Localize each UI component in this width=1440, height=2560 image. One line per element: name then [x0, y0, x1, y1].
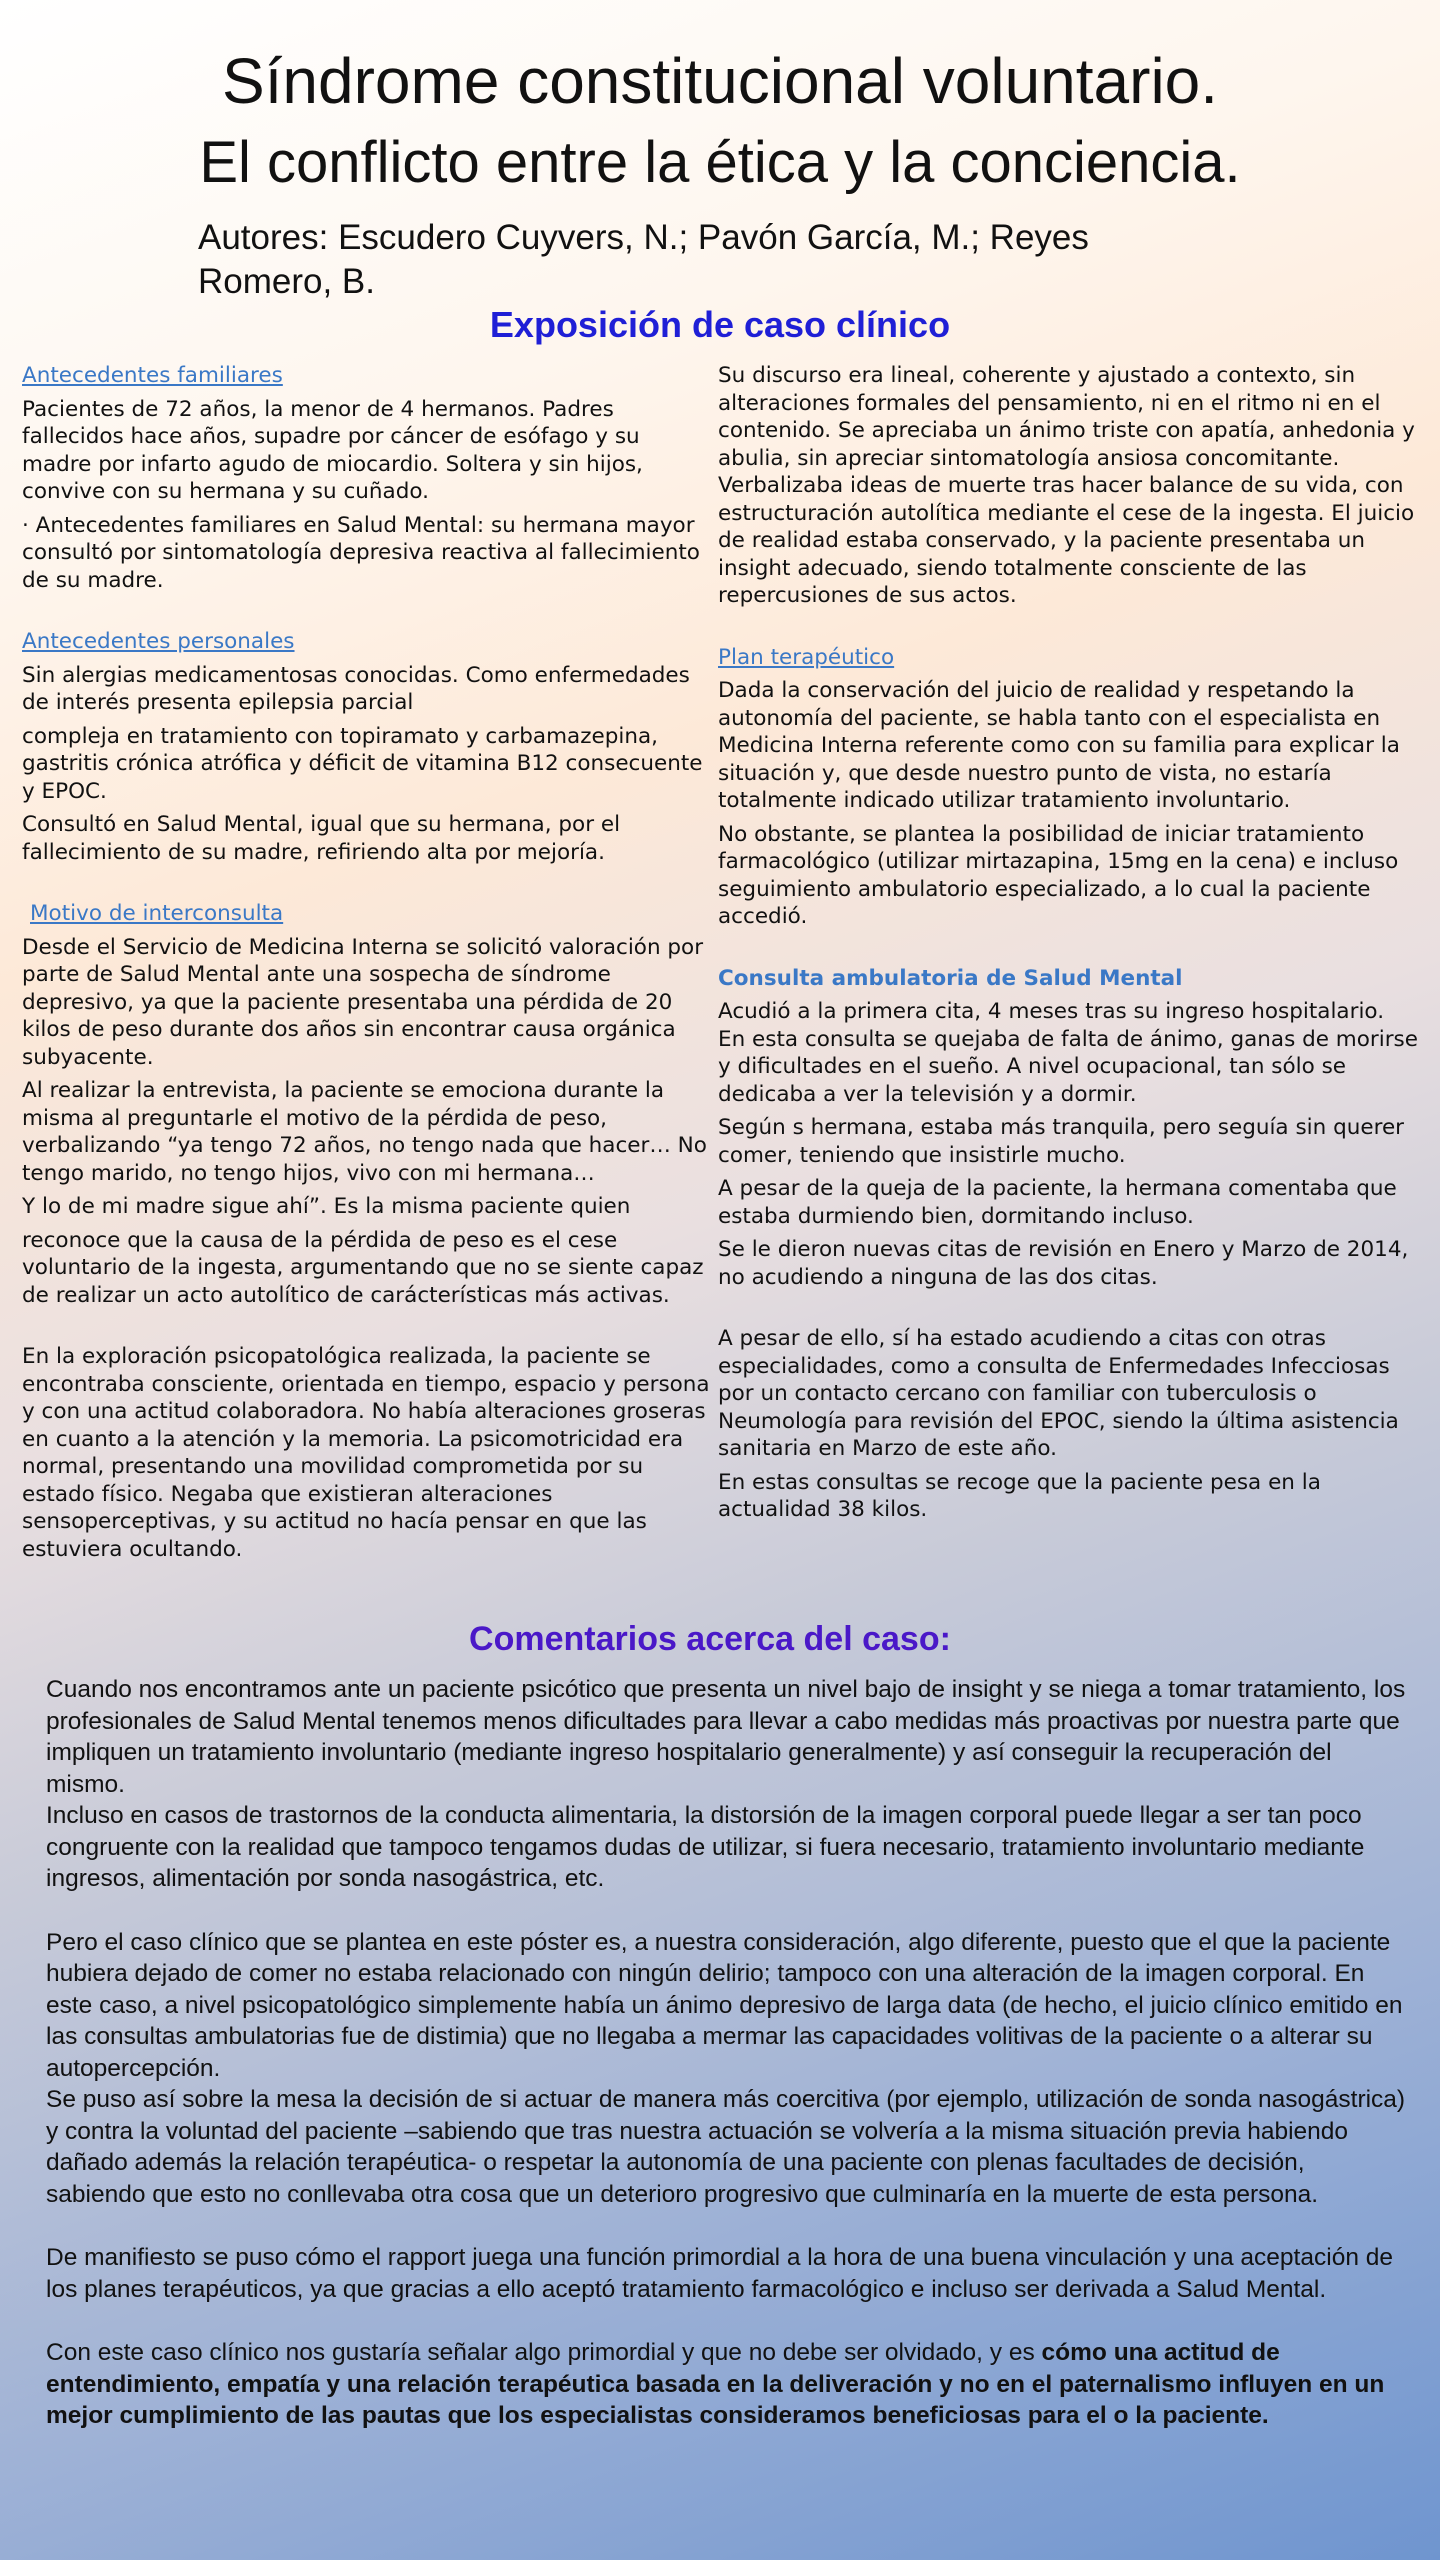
exploration-paragraph: En la exploración psicopatológica realizada, la paciente se encontraba consciente, orientada en tiempo, espacio y persona y con una actitud colaboradora. No había alteraciones groseras en cuanto a la atención y la memoria. La psicomotricidad era normal, presentando una movilidad comprometida por su estado físico. Negaba que existieran alteraciones sensoperceptivas, y su actitud no hacía pensar en que las estuviera ocultando.: [22, 1344, 710, 1562]
family-history-section: [22, 362, 712, 594]
exploration-section: [22, 1343, 712, 1563]
poster-title-line-1: Síndrome constitucional voluntario.: [221, 45, 1219, 117]
authors: Autores: Escudero Cuyvers, N.; Pavón García, M.; Reyes Romero, B.: [198, 218, 1089, 301]
consult-reason-heading: Motivo de interconsulta: [30, 901, 284, 926]
outpatient-paragraph: En estas consultas se recoge que la paciente pesa en la actualidad 38 kilos.: [718, 1469, 1321, 1522]
therapy-plan-section: [718, 644, 1418, 931]
comments-paragraph: Pero el caso clínico que se plantea en este póster es, a nuestra consideración, algo diferente, puesto que el que la paciente hubiera dejado de comer no estaba relacionado con ningún delirio; tampoco con una alteración de la imagen corporal. En este caso, a nivel psicopatológico simplemente había un ánimo depresivo de larga data (de hecho, el juicio clínico emitido en las consultas ambulatorias fue de distimia) que no llegaba a mermar las capacidades volitivas de la paciente o a alterar su autopercepción.: [46, 1928, 1403, 2082]
outpatient-paragraph: Se le dieron nuevas citas de revisión en Enero y Marzo de 2014, no acudiendo a ninguna de las dos citas.: [718, 1237, 1409, 1290]
right-column: [718, 362, 1418, 1558]
outpatient-heading: Consulta ambulatoria de Salud Mental: [718, 965, 1183, 991]
closing-text: Con este caso clínico nos gustaría señalar algo primordial y que no debe ser olvidado, y es: [46, 2339, 1042, 2366]
consult-reason-paragraph: Desde el Servicio de Medicina Interna se solicitó valoración por parte de Salud Mental ante una sospecha de síndrome depresivo, ya que la paciente presentaba una pérdida de 20 kilos de peso durante dos años sin encontrar causa orgánica subyacente.: [22, 934, 704, 1070]
consult-reason-paragraph: reconoce que la causa de la pérdida de peso es el cese voluntario de la ingesta, argumentando que no se siente capaz de realizar un acto autolítico de carácterísticas más activas.: [22, 1227, 704, 1308]
comments-paragraph: Incluso en casos de trastornos de la conducta alimentaria, la distorsión de la imagen corporal puede llegar a ser tan poco congruente con la realidad que tampoco tengamos dudas de utilizar, si fuera necesario, tratamiento involuntario mediante ingresos, alimentación por sonda nasogástrica, etc.: [46, 1802, 1365, 1892]
comments-paragraph: De manifiesto se puso cómo el rapport juega una función primordial a la hora de una buena vinculación y una aceptación de los planes terapéuticos, ya que gracias a ello aceptó tratamiento farmacológico e incluso ser derivada a Salud Mental.: [46, 2244, 1393, 2303]
family-history-paragraph: Pacientes de 72 años, la menor de 4 hermanos. Padres fallecidos hace años, supadre por cáncer de esófago y su madre por infarto agudo de miocardio. Soltera y sin hijos, convive con su hermana y su cuñado.: [22, 396, 643, 504]
case-exposition-heading: Exposición de caso clínico: [489, 304, 951, 345]
personal-history-section: [22, 628, 712, 866]
outpatient-paragraph: A pesar de ello, sí ha estado acudiendo a citas con otras especialidades, como a consulta de Enfermedades Infecciosas por un contacto cercano con familiar con tuberculosis o Neumología para revisión del EPOC, siendo la última asistencia sanitaria en Marzo de este año.: [718, 1326, 1399, 1461]
consult-reason-section: [22, 900, 712, 1309]
consult-reason-paragraph: Y lo de mi madre sigue ahí”. Es la misma paciente quien: [22, 1194, 631, 1219]
comments-closing-paragraph: [46, 2337, 1406, 2432]
consult-reason-paragraph: Al realizar la entrevista, la paciente se emociona durante la misma al preguntarle el motivo de la pérdida de peso, verbalizando “ya tengo 72 años, no tengo nada que hacer… No tengo marido, no tengo hijos, vivo con mi hermana…: [22, 1078, 707, 1186]
poster-title-line-2: El conflicto entre la ética y la conciencia.: [199, 130, 1241, 195]
closing-emphasis: cómo una actitud de entendimiento, empatía y una relación terapéutica basada en la deliveración y no en el paternalismo influyen en un mejor cumplimiento de las pautas que los especialistas consideramos beneficiosas para el o la paciente.: [46, 2339, 1385, 2429]
outpatient-paragraph: A pesar de la queja de la paciente, la hermana comentaba que estaba durmiendo bien, dormitando incluso.: [718, 1176, 1397, 1229]
personal-history-paragraph: Consultó en Salud Mental, igual que su hermana, por el fallecimiento de su madre, refiriendo alta por mejoría.: [22, 812, 621, 865]
comments-heading: Comentarios acerca del caso:: [469, 1620, 951, 1658]
outpatient-paragraph: Según s hermana, estaba más tranquila, pero seguía sin querer comer, teniendo que insistirle mucho.: [718, 1115, 1405, 1168]
personal-history-paragraph: Sin alergias medicamentosas conocidas. Como enfermedades de interés presenta epilepsia parcial: [22, 662, 690, 715]
outpatient-section: [718, 965, 1418, 1524]
personal-history-paragraph: compleja en tratamiento con topiramato y carbamazepina, gastritis crónica atrófica y déficit de vitamina B12 consecuente y EPOC.: [22, 723, 703, 804]
therapy-plan-paragraph: Dada la conservación del juicio de realidad y respetando la autonomía del paciente, se habla tanto con el especialista en Medicina Interna referente como con su familia para explicar la situación y, que desde nuestro punto de vista, no estaría totalmente indicado utilizar tratamiento involuntario.: [718, 678, 1400, 813]
speech-paragraph: Su discurso era lineal, coherente y ajustado a contexto, sin alteraciones formales del pensamiento, ni en el ritmo ni en el contenido. Se apreciaba un ánimo triste con apatía, anhedonia y abulia, sin apreciar sintomatología ansiosa concomitante. Verbalizaba ideas de muerte tras hacer balance de su vida, con estructuración autolítica mediante el cese de la ingesta. El juicio de realidad estaba conservado, y la paciente presentaba un insight adecuado, siendo totalmente consciente de las repercusiones de sus actos.: [718, 363, 1415, 608]
comments-section: [46, 1674, 1406, 2464]
personal-history-heading: Antecedentes personales: [22, 629, 295, 654]
left-column: [22, 362, 712, 1597]
speech-section: [718, 362, 1418, 610]
therapy-plan-heading: Plan terapéutico: [718, 644, 895, 670]
family-history-heading: Antecedentes familiares: [22, 363, 283, 388]
outpatient-paragraph: Acudió a la primera cita, 4 meses tras su ingreso hospitalario. En esta consulta se quejaba de falta de ánimo, ganas de morirse y dificultades en el sueño. A nivel ocupacional, tan sólo se dedicaba a ver la televisión y a dormir.: [718, 999, 1418, 1107]
therapy-plan-paragraph: No obstante, se plantea la posibilidad de iniciar tratamiento farmacológico (utilizar mirtazapina, 15mg en la cena) e incluso seguimiento ambulatorio especializado, a lo cual la paciente accedió.: [718, 821, 1399, 929]
comments-paragraph: Se puso así sobre la mesa la decisión de si actuar de manera más coercitiva (por ejemplo, utilización de sonda nasogástrica) y contra la voluntad del paciente –sabiendo que tras nuestra actuación se volvería a la misma situación previa habiendo dañado además la relación terapéutica- o respetar la autonomía de una paciente con plenas facultades de decisión, sabiendo que esto no conllevaba otra cosa que un deterioro progresivo que culminaría en la muerte de esta persona.: [46, 2086, 1406, 2208]
family-mental-health-paragraph: · Antecedentes familiares en Salud Mental: su hermana mayor consultó por sintomatología depresiva reactiva al fallecimiento de su madre.: [22, 512, 700, 593]
comments-paragraph: Cuando nos encontramos ante un paciente psicótico que presenta un nivel bajo de insight y se niega a tomar tratamiento, los profesionales de Salud Mental tenemos menos dificultades para llevar a cabo medidas más proactivas por nuestra parte que impliquen un tratamiento involuntario (mediante ingreso hospitalario generalmente) y así conseguir la recuperación del mismo.: [46, 1676, 1406, 1798]
